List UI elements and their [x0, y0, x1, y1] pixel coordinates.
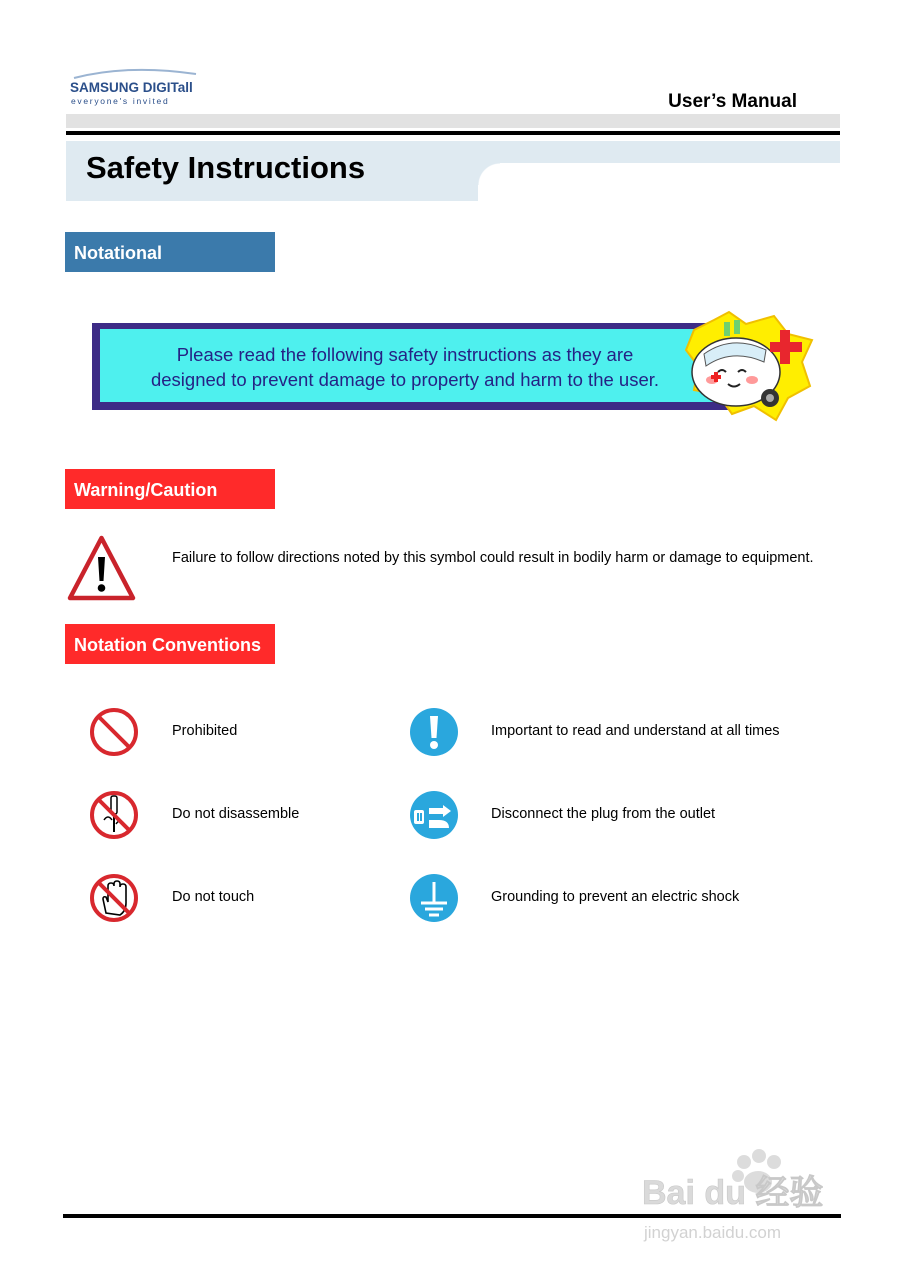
unplug-icon: [409, 790, 459, 840]
header-rule: [66, 131, 840, 135]
warning-caution-heading: Warning/Caution: [65, 469, 275, 509]
prohibited-label: Prohibited: [172, 723, 238, 739]
manual-title: User’s Manual: [668, 91, 797, 112]
banner-line-2: designed to prevent damage to property and harm to the user.: [150, 369, 660, 390]
watermark-url: jingyan.baidu.com: [644, 1223, 782, 1242]
title-notch: [478, 163, 500, 185]
prohibited-icon: [89, 707, 139, 757]
header-band: [66, 114, 840, 128]
baidu-watermark: [640, 1140, 854, 1250]
no-disassemble-label: Do not disassemble: [172, 806, 300, 822]
exclamation-icon: [409, 707, 459, 757]
banner-line-1: Please read the following safety instructions as they are: [176, 344, 634, 365]
unplug-label: Disconnect the plug from the outlet: [491, 806, 716, 822]
ground-label: Grounding to prevent an electric shock: [491, 889, 740, 905]
no-disassemble-icon: [89, 790, 139, 840]
ground-icon: [409, 873, 459, 923]
brand-name: SAMSUNG DIGITall: [70, 80, 193, 95]
warning-triangle-icon: [67, 535, 136, 601]
brand-tagline: everyone's invited: [71, 96, 170, 106]
page-title: Safety Instructions: [86, 150, 366, 185]
safety-notice-banner: [92, 323, 742, 410]
ambulance-icon: [684, 310, 816, 422]
warning-description: Failure to follow directions noted by this symbol could result in bodily harm or damage to equipment.: [172, 550, 814, 566]
watermark-brand: Bai du 经验: [642, 1174, 824, 1212]
notational-heading: Notational: [65, 232, 275, 272]
notation-conventions-heading: Notation Conventions: [65, 624, 275, 664]
no-touch-label: Do not touch: [172, 889, 255, 905]
important-label: Important to read and understand at all times: [491, 723, 780, 739]
samsung-logo: [68, 66, 208, 110]
no-touch-icon: [89, 873, 139, 923]
